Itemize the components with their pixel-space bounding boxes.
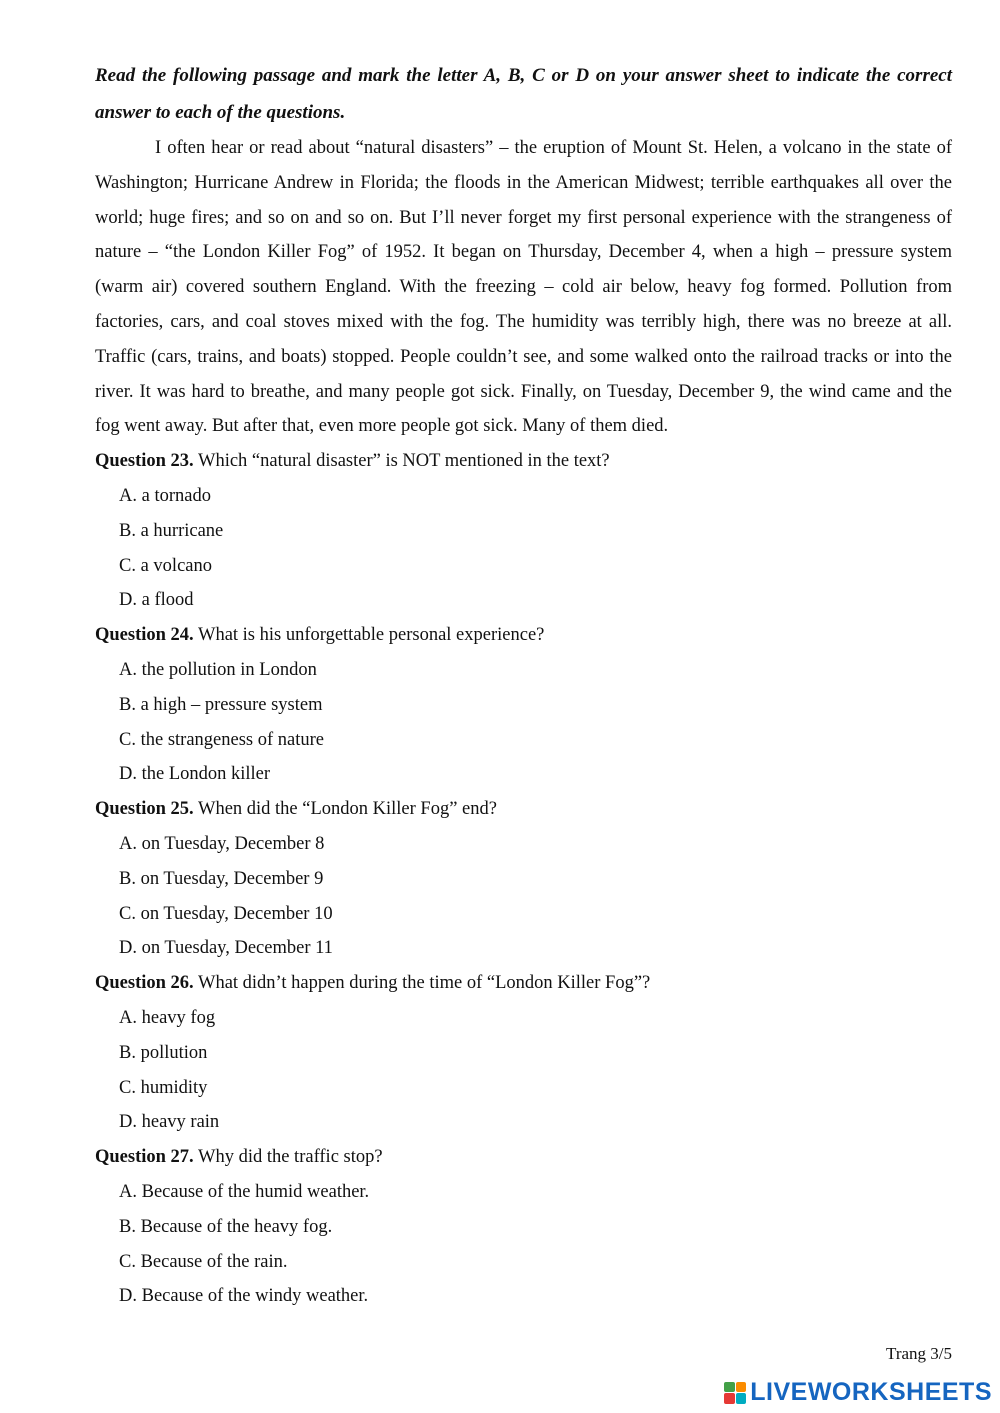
answer-options	[95, 653, 952, 792]
option-a[interactable]: A. on Tuesday, December 8	[119, 833, 325, 854]
question-label: Question 23.	[95, 451, 194, 472]
option-a[interactable]: A. a tornado	[119, 485, 211, 506]
logo-square-2	[736, 1382, 747, 1393]
liveworksheets-logo[interactable]	[724, 1378, 992, 1407]
logo-square-1	[724, 1382, 735, 1393]
question-text: What didn’t happen during the time of “London Killer Fog”?	[193, 973, 651, 994]
option-b[interactable]: B. Because of the heavy fog.	[119, 1216, 333, 1237]
question-block-27	[95, 1140, 952, 1314]
logo-grid-icon	[724, 1382, 746, 1404]
logo-square-3	[724, 1393, 735, 1404]
option-d[interactable]: D. on Tuesday, December 11	[119, 938, 333, 959]
option-c[interactable]: C. Because of the rain.	[119, 1251, 288, 1272]
worksheet-page	[95, 57, 952, 1314]
question-label: Question 25.	[95, 799, 194, 820]
option-a[interactable]: A. the pollution in London	[119, 659, 317, 680]
option-b[interactable]: B. on Tuesday, December 9	[119, 868, 324, 889]
answer-options	[95, 1175, 952, 1314]
question-text: When did the “London Killer Fog” end?	[193, 799, 497, 820]
option-d[interactable]: D. a flood	[119, 590, 194, 611]
question-block-26	[95, 966, 952, 1140]
logo-text: LIVEWORKSHEETS	[750, 1378, 992, 1406]
logo-square-4	[736, 1393, 747, 1404]
option-c[interactable]: C. humidity	[119, 1077, 208, 1098]
question-label: Question 26.	[95, 973, 194, 994]
option-d[interactable]: D. the London killer	[119, 764, 271, 785]
option-d[interactable]: D. heavy rain	[119, 1112, 220, 1133]
option-a[interactable]: A. heavy fog	[119, 1007, 216, 1028]
question-text: Which “natural disaster” is NOT mentioned in the text?	[193, 451, 610, 472]
answer-options	[95, 479, 952, 618]
option-d[interactable]: D. Because of the windy weather.	[119, 1286, 369, 1307]
question-text: What is his unforgettable personal experience?	[193, 625, 545, 646]
question-block-25	[95, 792, 952, 966]
answer-options	[95, 1001, 952, 1140]
question-24	[95, 618, 952, 653]
option-a[interactable]: A. Because of the humid weather.	[119, 1181, 370, 1202]
question-26	[95, 966, 952, 1001]
question-text: Why did the traffic stop?	[193, 1147, 383, 1168]
question-block-24	[95, 618, 952, 792]
instruction-text: Read the following passage and mark the letter A, B, C or D on your answer sheet to indicate the correct answer to each of the questions.	[95, 65, 952, 123]
question-27	[95, 1140, 952, 1175]
question-label: Question 27.	[95, 1147, 194, 1168]
option-b[interactable]: B. pollution	[119, 1042, 208, 1063]
option-c[interactable]: C. on Tuesday, December 10	[119, 903, 333, 924]
question-block-23	[95, 444, 952, 618]
option-c[interactable]: C. the strangeness of nature	[119, 729, 324, 750]
answer-options	[95, 827, 952, 966]
option-b[interactable]: B. a high – pressure system	[119, 694, 323, 715]
question-25	[95, 792, 952, 827]
option-c[interactable]: C. a volcano	[119, 555, 212, 576]
reading-passage: I often hear or read about “natural disasters” – the eruption of Mount St. Helen, a volcano in the state of Washington; Hurricane Andrew in Florida; the floods in the American Midwest; terrible earthquakes all over the world; huge fires; and so on and so on. But I’ll never forget my first personal experience with the strangeness of nature – “the London Killer Fog” of 1952. It began on Thursday, December 4, when a high – pressure system (warm air) covered southern England. With the freezing – cold air below, heavy fog formed. Pollution from factories, cars, and coal stoves mixed with the fog. The humidity was terribly high, there was no breeze at all. Traffic (cars, trains, and boats) stopped. People couldn’t see, and some walked onto the railroad tracks or into the river. It was hard to breathe, and many people got sick. Finally, on Tuesday, December 9, the wind came and the fog went away. But after that, even more people got sick. Many of them died.	[95, 138, 952, 437]
question-label: Question 24.	[95, 625, 194, 646]
question-23	[95, 444, 952, 479]
page-number: Trang 3/5	[886, 1344, 952, 1363]
option-b[interactable]: B. a hurricane	[119, 520, 224, 541]
